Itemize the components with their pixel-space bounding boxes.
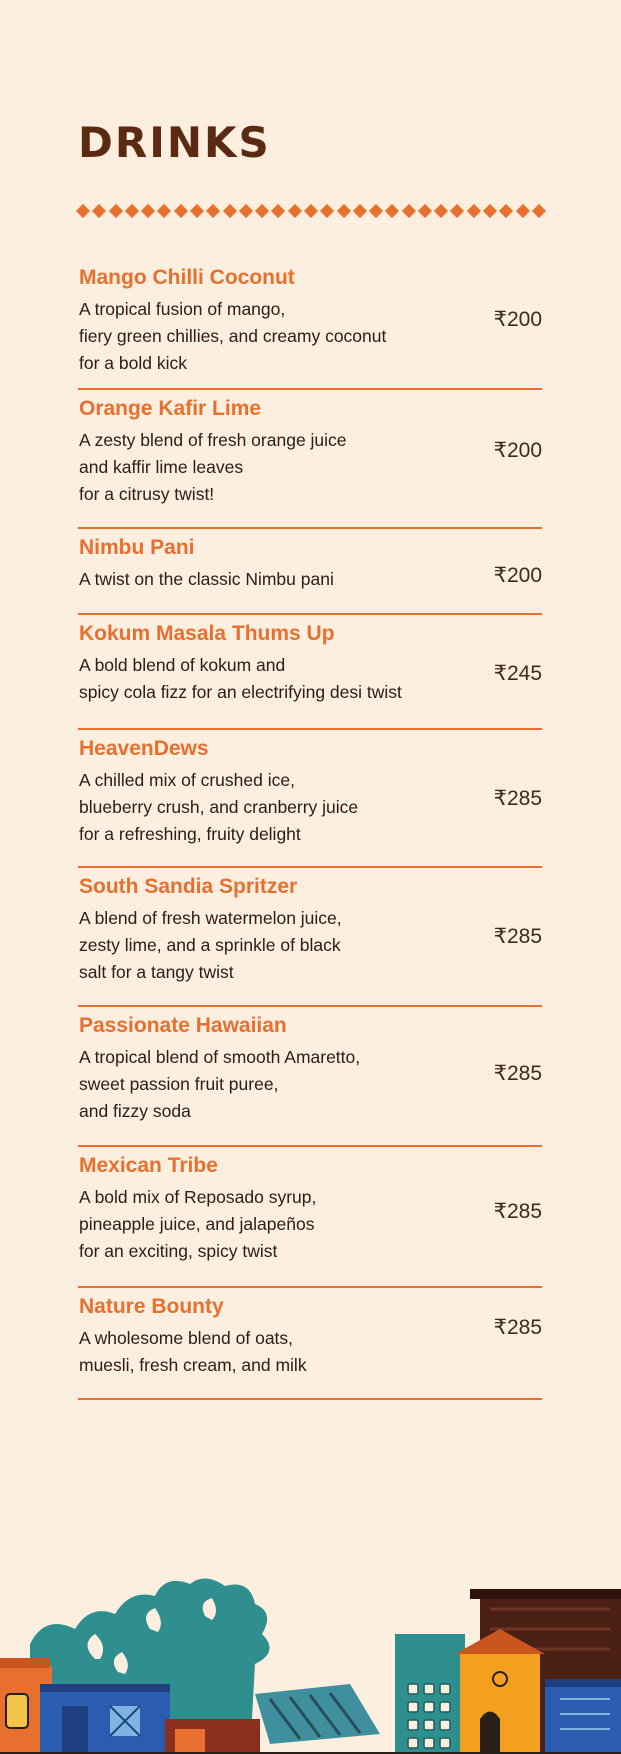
menu-item [78, 615, 542, 730]
item-description: A bold mix of Reposado syrup, pineapple juice, and jalapeños for an exciting, spicy twist [79, 1187, 317, 1261]
item-name: Orange Kafir Lime [79, 397, 262, 420]
menu-item [78, 259, 542, 390]
item-price: ₹245 [493, 662, 542, 685]
item-name: Nimbu Pani [79, 536, 195, 559]
diamond-ornament [255, 204, 269, 218]
diamond-ornament [450, 204, 464, 218]
diamond-ornament [108, 204, 122, 218]
item-price: ₹285 [493, 1316, 542, 1339]
menu-item [78, 868, 542, 1007]
diamond-ornament [222, 204, 236, 218]
diamond-ornament [92, 204, 106, 218]
yellow-building [455, 1629, 545, 1754]
item-description: A twist on the classic Nimbu pani [79, 569, 334, 589]
menu-item [78, 730, 542, 868]
item-description: A bold blend of kokum and spicy cola fizz for an electrifying desi twist [79, 655, 402, 702]
item-description: A tropical blend of smooth Amaretto, sweet passion fruit puree, and fizzy soda [79, 1047, 361, 1121]
item-price: ₹200 [493, 439, 542, 462]
diamond-ornament [369, 204, 383, 218]
diamond-ornament [516, 204, 530, 218]
menu-list [78, 259, 542, 1400]
diamond-ornament [157, 204, 171, 218]
menu-item [78, 529, 542, 615]
blue-building [40, 1684, 170, 1754]
item-name: South Sandia Spritzer [79, 875, 298, 898]
diamond-ornament [418, 204, 432, 218]
right-blue-building [545, 1679, 621, 1754]
item-description: A chilled mix of crushed ice, blueberry crush, and cranberry juice for a refreshing, fruity delight [79, 770, 359, 844]
diamond-ornament [353, 204, 367, 218]
item-name: Kokum Masala Thums Up [79, 622, 335, 645]
diamond-ornament [320, 204, 334, 218]
item-price: ₹200 [493, 308, 542, 331]
menu-item [78, 1288, 542, 1400]
diamond-ornament [125, 204, 139, 218]
diamond-ornament [206, 204, 220, 218]
diamond-divider [78, 202, 544, 220]
item-price: ₹285 [493, 1200, 542, 1223]
diamond-ornament [499, 204, 513, 218]
item-name: Passionate Hawaiian [79, 1014, 287, 1037]
diamond-ornament [271, 204, 285, 218]
diamond-ornament [336, 204, 350, 218]
diamond-ornament [239, 204, 253, 218]
item-name: Mango Chilli Coconut [79, 266, 295, 289]
teal-building [395, 1634, 465, 1754]
item-name: HeavenDews [79, 737, 209, 760]
diamond-ornament [141, 204, 155, 218]
item-price: ₹285 [493, 925, 542, 948]
menu-item [78, 390, 542, 529]
diamond-ornament [385, 204, 399, 218]
item-description: A zesty blend of fresh orange juice and kaffir lime leaves for a citrusy twist! [79, 430, 347, 504]
diamond-ornament [434, 204, 448, 218]
menu-item [78, 1147, 542, 1288]
red-building [165, 1719, 260, 1754]
diamond-ornament [76, 204, 90, 218]
item-price: ₹200 [493, 564, 542, 587]
diamond-ornament [532, 204, 546, 218]
item-name: Mexican Tribe [79, 1154, 218, 1177]
item-description: A blend of fresh watermelon juice, zesty lime, and a sprinkle of black salt for a tangy twist [79, 908, 342, 982]
menu-item [78, 1007, 542, 1147]
diamond-ornament [304, 204, 318, 218]
item-price: ₹285 [493, 1062, 542, 1085]
diamond-ornament [288, 204, 302, 218]
page-title: DRINKS [78, 118, 271, 167]
item-name: Nature Bounty [79, 1295, 224, 1318]
awning [255, 1684, 380, 1744]
diamond-ornament [402, 204, 416, 218]
diamond-ornament [483, 204, 497, 218]
diamond-ornament [174, 204, 188, 218]
item-description: A wholesome blend of oats, muesli, fresh cream, and milk [79, 1328, 307, 1375]
diamond-ornament [190, 204, 204, 218]
diamond-ornament [467, 204, 481, 218]
city-skyline-illustration [0, 1534, 621, 1754]
item-price: ₹285 [493, 787, 542, 810]
item-description: A tropical fusion of mango, fiery green chillies, and creamy coconut for a bold kick [79, 299, 387, 373]
